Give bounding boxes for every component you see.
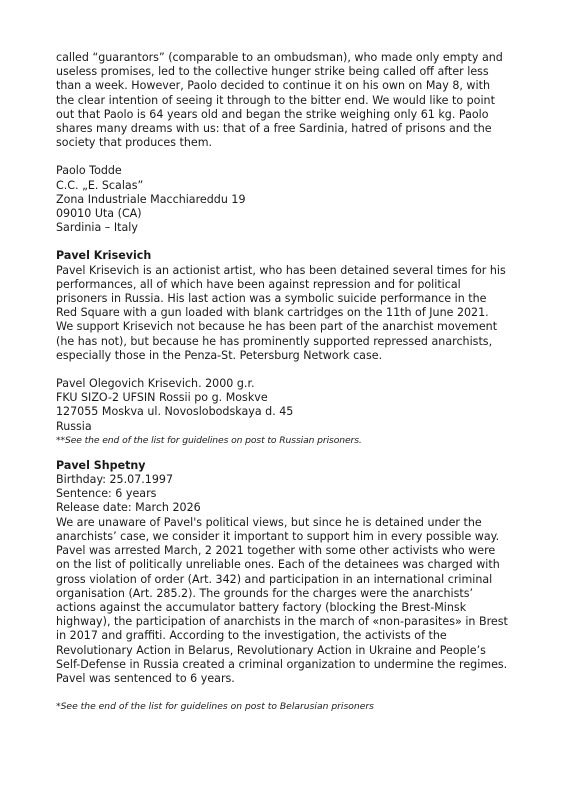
address-line: Sardinia – Italy: [56, 221, 138, 235]
address-line: FKU SIZO-2 UFSIN Rossii po g. Moskve: [56, 391, 268, 405]
russian-guidelines-note: **See the end of the list for guidelines on post to Russian prisoners.: [56, 434, 362, 446]
address-line: Paolo Todde: [56, 164, 122, 178]
address-line: Russia: [56, 419, 92, 433]
shpetny-heading: Pavel Shpetny: [56, 458, 146, 472]
krisevich-heading: Pavel Krisevich: [56, 249, 152, 263]
paolo-address: [56, 164, 508, 235]
shpetny-release: Release date: March 2026: [56, 501, 201, 515]
paolo-paragraph: called “guarantors” (comparable to an ombudsman), who made only empty and useless promises, led to the collective hunger strike being called off after less than a week. However, Paolo decided to continue it on his own on May 8, with the clear intention of seeing it through to the bitter end. We would like to point out that Paolo is 64 years old and began the strike weighing only 61 kg. Paolo shares many dreams with us: that of a free Sardinia, hatred of prisons and the society that produces them.: [56, 51, 503, 150]
address-line: 127055 Moskva ul. Novoslobodskaya d. 45: [56, 405, 294, 419]
shpetny-birthday: Birthday: 25.07.1997: [56, 473, 174, 487]
krisevich-paragraph: Pavel Krisevich is an actionist artist, who has been detained several times for his performances, all of which have been against repression and for political prisoners in Russia. His last action was a symbolic suicide performance in the Red Square with a gun loaded with blank cartridges on the 11th of June 2021. We support Krisevich not because he has been part of the anarchist movement (he has not), but because he has prominently supported repressed anarchists, especially those in the Penza-St. Petersburg Network case.: [56, 263, 506, 362]
address-line: Pavel Olegovich Krisevich. 2000 g.r.: [56, 377, 255, 391]
document-page: [56, 51, 508, 713]
shpetny-paragraph: We are unaware of Pavel's political views, but since he is detained under the anarchists’ case, we consider it important to support him in every possible way. Pavel was arrested March, 2 2021 together with some other activists who were on the list of politically unreliable ones. Each of the detainees was charged with gross violation of order (Art. 342) and participation in an international criminal organisation (Art. 285.2). The grounds for the charges were the anarchists’ actions against the accumulator battery factory (blocking the Brest-Minsk highway), the participation of anarchists in the march of «non-parasites» in Brest in 2017 and graffiti. According to the investigation, the activists of the Revolutionary Action in Belarus, Revolutionary Action in Ukraine and People’s Self-Defense in Russia created a criminal organization to undermine the regimes. Pavel was sentenced to 6 years.: [56, 515, 508, 685]
address-line: 09010 Uta (CA): [56, 207, 142, 221]
belarusian-guidelines-note: *See the end of the list for guidelines on post to Belarusian prisoners: [56, 701, 374, 713]
address-line: Zona Industriale Macchiareddu 19: [56, 192, 246, 206]
krisevich-address: [56, 377, 508, 434]
address-line: C.C. „E. Scalas”: [56, 178, 144, 192]
shpetny-sentence: Sentence: 6 years: [56, 487, 157, 501]
